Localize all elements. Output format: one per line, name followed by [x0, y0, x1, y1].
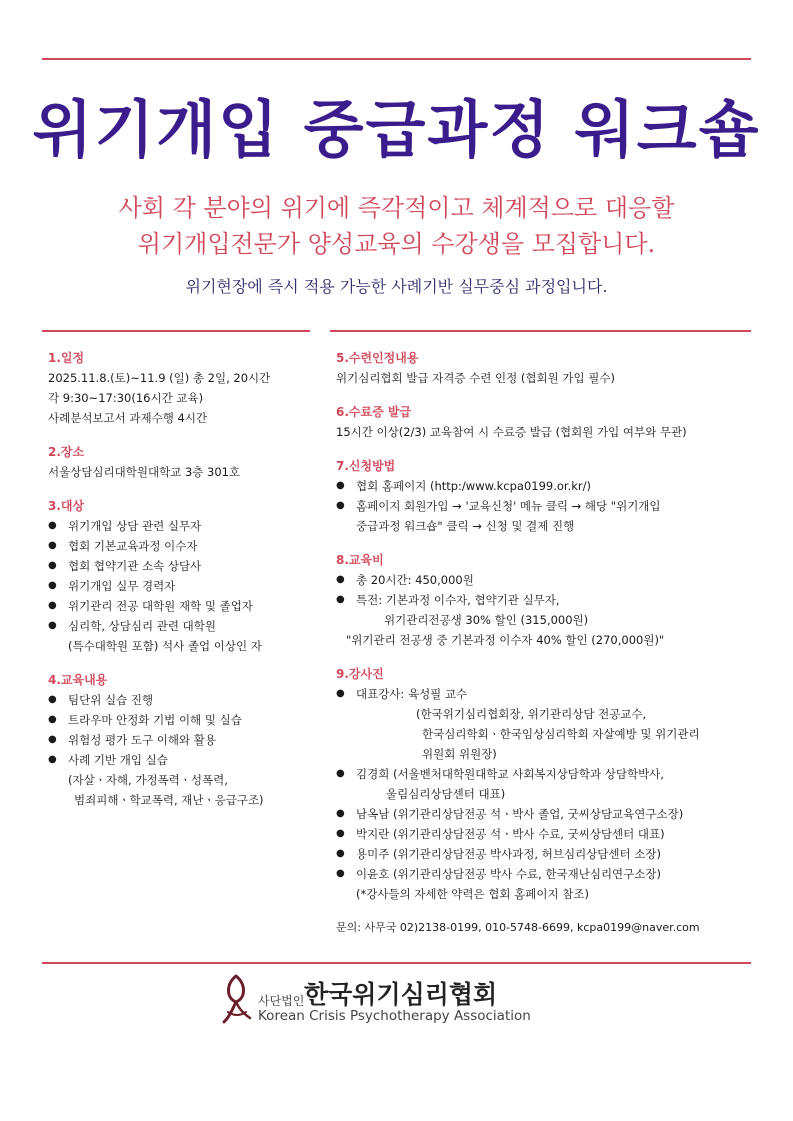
list-item-continuation: (자살ㆍ자해, 가정폭력ㆍ성폭력, [68, 773, 228, 787]
page-title: 위기개입 중급과정 워크숍 [32, 93, 761, 166]
list-item: ● 대표강사: 육성필 교수 [336, 684, 756, 704]
list-item: ● 위기개입 상담 관련 실무자 [48, 516, 318, 536]
right-divider [330, 330, 751, 332]
section-application [336, 456, 756, 536]
list-item: ● 협회 기본교육과정 이수자 [48, 536, 318, 556]
footer-logo [218, 972, 548, 1028]
list-item: ● 심리학, 상담심리 관련 대학원 [48, 616, 318, 636]
list-item-continuation: (한국위기심리협회장, 위기관리상담 전공교수, [416, 707, 647, 721]
instructor-note: (*강사들의 자세한 약력은 협회 홈페이지 참조) [356, 887, 589, 901]
list-item: ● 위기개입 실무 경력자 [48, 576, 318, 596]
section-heading: 9.강사진 [336, 667, 384, 681]
section-curriculum [48, 670, 318, 810]
list-item: ● 총 20시간: 450,000원 [336, 570, 756, 590]
training-credit-text: 위기심리협회 발급 자격증 수련 인정 (협회원 가입 필수) [336, 371, 615, 385]
schedule-hours: 각 9:30~17:30(16시간 교육) [48, 391, 204, 405]
fee-note: "위기관리 전공생 중 기본과정 이수자 40% 할인 (270,000원)" [346, 633, 665, 647]
list-item: ● 남옥남 (위기관리상담전공 석ㆍ박사 졸업, 굿씨상담교육연구소장) [336, 804, 756, 824]
list-item: ● 홈페이지 회원가입 → '교육신청' 메뉴 클릭 → 해당 "위기개입 [336, 496, 756, 516]
list-item: ● 용미주 (위기관리상담전공 박사과정, 허브심리상담센터 소장) [336, 844, 756, 864]
left-divider [42, 330, 310, 332]
section-training-credit [336, 348, 756, 388]
list-item-continuation: 위원회 위원장) [422, 747, 497, 761]
list-item-continuation: (특수대학원 포함) 석사 졸업 이상인 자 [68, 639, 262, 653]
org-name-korean: 한국위기심리협회 [304, 980, 498, 1009]
lead-line-2: 위기개입전문가 양성교육의 수강생을 모집합니다. [137, 230, 656, 258]
top-rule [42, 58, 751, 60]
location-text: 서울상담심리대학원대학교 3층 301호 [48, 465, 241, 479]
list-item: ● 위험성 평가 도구 이해와 활용 [48, 730, 318, 750]
section-heading: 2.장소 [48, 445, 85, 459]
section-heading: 4.교육내용 [48, 673, 108, 687]
section-certificate [336, 402, 756, 442]
list-item-continuation: 한국심리학회ㆍ한국임상심리학회 자살예방 및 위기관리 [422, 727, 700, 741]
section-location [48, 442, 318, 482]
certificate-text: 15시간 이상(2/3) 교육참여 시 수료증 발급 (협회원 가입 여부와 무관) [336, 425, 687, 439]
section-heading: 6.수료증 발급 [336, 405, 412, 419]
left-column [48, 348, 318, 824]
list-item: ● 김경희 (서울벤처대학원대학교 사회복지상담학과 상담학박사, [336, 764, 756, 784]
legal-entity-label: 사단법인 [258, 994, 305, 1008]
right-column [336, 348, 756, 938]
list-item: ● 위기관리 전공 대학원 재학 및 졸업자 [48, 596, 318, 616]
list-item-continuation: 울림심리상담센터 대표) [386, 787, 506, 801]
list-item: ● 팀단위 실습 진행 [48, 690, 318, 710]
contact-info: 문의: 사무국 02)2138-0199, 010-5748-6699, kcpa0199@naver.com [336, 921, 700, 934]
subtitle: 위기현장에 즉시 적용 가능한 사례기반 실무중심 과정입니다. [185, 277, 608, 296]
list-item-continuation: 중급과정 워크숍" 클릭 → 신청 및 결제 진행 [356, 519, 575, 533]
section-fee [336, 550, 756, 650]
list-item-continuation: 위기관리전공생 30% 할인 (315,000원) [384, 613, 589, 627]
org-name-english: Korean Crisis Psychotherapy Association [258, 1008, 531, 1024]
list-item: ● 트라우마 안정화 기법 이해 및 실습 [48, 710, 318, 730]
schedule-dates: 2025.11.8.(토)~11.9 (일) 총 2일, 20시간 [48, 371, 271, 385]
lead-line-1: 사회 각 분야의 위기에 즉각적이고 체계적으로 대응할 [118, 194, 675, 222]
schedule-assignment: 사례분석보고서 과제수행 4시간 [48, 411, 208, 425]
section-heading: 3.대상 [48, 499, 85, 513]
bottom-rule [42, 962, 751, 964]
list-item: ● 사례 기반 개입 실습 [48, 750, 318, 770]
section-heading: 8.교육비 [336, 553, 384, 567]
section-heading: 7.신청방법 [336, 459, 396, 473]
list-item: ● 이윤호 (위기관리상담전공 박사 수료, 한국재난심리연구소장) [336, 864, 756, 884]
section-instructors [336, 664, 756, 904]
list-item: ● 협회 협약기관 소속 상담사 [48, 556, 318, 576]
association-logo-icon [218, 972, 254, 1028]
section-heading: 5.수련인정내용 [336, 351, 419, 365]
list-item-continuation: 범죄피해ㆍ학교폭력, 재난ㆍ응급구조) [74, 793, 264, 807]
list-item: ● 협회 홈페이지 (http:/www.kcpa0199.or.kr/) [336, 476, 756, 496]
section-schedule [48, 348, 318, 428]
section-heading: 1.일정 [48, 351, 85, 365]
list-item: ● 박지란 (위기관리상담전공 석ㆍ박사 수료, 굿씨상담센터 대표) [336, 824, 756, 844]
section-target [48, 496, 318, 656]
list-item: ● 특전: 기본과정 이수자, 협약기관 실무자, [336, 590, 756, 610]
